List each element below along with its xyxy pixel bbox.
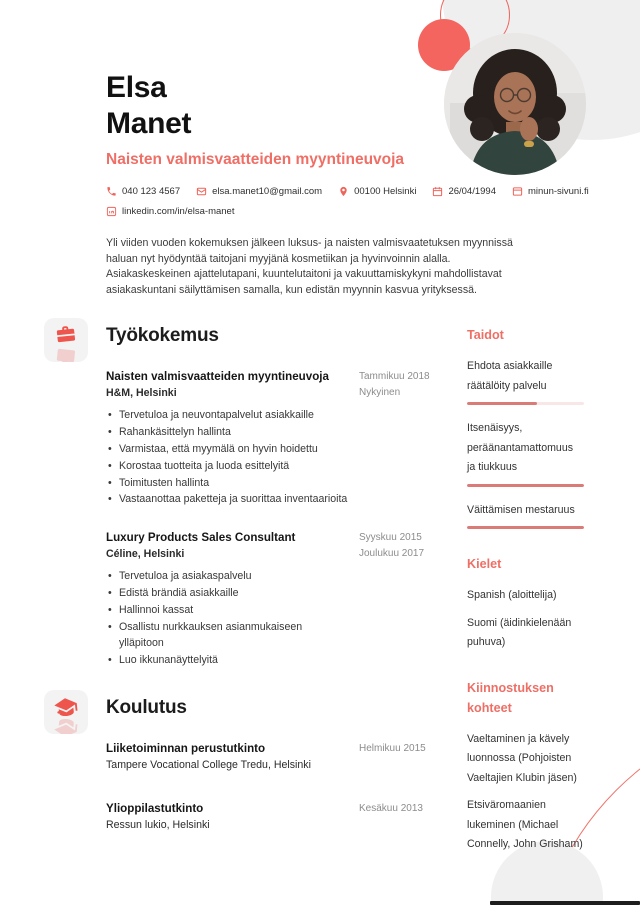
language-item: Suomi (äidinkielenään puhuva) bbox=[467, 616, 572, 649]
education-entry bbox=[106, 741, 431, 773]
skill-progress-fill bbox=[467, 484, 584, 487]
languages-heading: Kielet bbox=[467, 557, 502, 572]
date-start: Helmikuu 2015 bbox=[359, 742, 426, 754]
contact-website-text[interactable]: minun-sivuni.fi bbox=[527, 186, 589, 197]
entry-dates bbox=[359, 530, 431, 669]
bullet-item: • Edistä brändiä asiakkaille bbox=[106, 585, 349, 602]
skill-progress-bar bbox=[467, 526, 584, 529]
name-last: Manet bbox=[106, 107, 192, 140]
bullet-item: • Luo ikkunanäyttelyitä bbox=[106, 652, 349, 669]
skill-progress-bar bbox=[467, 484, 584, 487]
entry-org: Céline, Helsinki bbox=[106, 548, 185, 561]
education-entry bbox=[106, 801, 431, 833]
contact-website bbox=[512, 186, 589, 197]
main-column bbox=[106, 325, 431, 880]
interests-group bbox=[467, 678, 584, 855]
website-icon bbox=[512, 186, 523, 197]
contact-phone-text[interactable]: 040 123 4567 bbox=[122, 186, 181, 197]
sidebar bbox=[467, 325, 584, 880]
bullet-item: • Tervetuloa ja neuvontapalvelut asiakkaille bbox=[106, 407, 349, 424]
skill-progress-bar bbox=[467, 402, 584, 405]
contact-email bbox=[196, 186, 322, 197]
interest-item: Vaeltaminen ja kävely luonnossa (Pohjoisten Vaeltajien Klubin jäsen) bbox=[467, 732, 577, 784]
entry-org: Tampere Vocational College Tredu, Helsinki bbox=[106, 758, 311, 771]
bullet-item: • Varmistaa, että myymälä on hyvin hoidettu bbox=[106, 441, 349, 458]
bullet-item: • Osallistu nurkkauksen asianmukaiseen ylläpitoon bbox=[106, 619, 349, 653]
experience-badge bbox=[44, 318, 88, 362]
skill-item bbox=[467, 357, 584, 405]
contact-birthdate-text: 26/04/1994 bbox=[448, 186, 496, 197]
contact-location bbox=[338, 186, 416, 197]
body-columns bbox=[106, 325, 584, 880]
contact-row-1 bbox=[106, 186, 589, 197]
name-first: Elsa bbox=[106, 71, 167, 104]
location-icon bbox=[338, 186, 349, 197]
section-experience bbox=[106, 325, 431, 669]
languages-group bbox=[467, 554, 584, 653]
skills-group bbox=[467, 325, 584, 529]
date-end: Nykyinen bbox=[359, 387, 401, 399]
job-title: Naisten valmisvaatteiden myyntineuvoja bbox=[106, 151, 405, 168]
skill-label: Väittämisen mestaruus bbox=[467, 503, 575, 516]
entry-org: Ressun lukio, Helsinki bbox=[106, 818, 210, 831]
calendar-icon bbox=[432, 186, 443, 197]
phone-icon bbox=[106, 186, 117, 197]
contact-linkedin-text[interactable]: linkedin.com/in/elsa-manet bbox=[122, 206, 235, 217]
contact-row-2 bbox=[106, 206, 584, 217]
education-badge bbox=[44, 690, 88, 734]
experience-heading: Työkokemus bbox=[106, 325, 219, 347]
bullet-item: • Rahankäsittelyn hallinta bbox=[106, 424, 349, 441]
profile-photo-illustration bbox=[444, 33, 586, 175]
contact-linkedin bbox=[106, 206, 234, 217]
skill-item bbox=[467, 419, 584, 487]
contact-email-text[interactable]: elsa.manet10@gmail.com bbox=[212, 186, 323, 197]
education-heading: Koulutus bbox=[106, 696, 187, 718]
linkedin-icon bbox=[106, 206, 117, 217]
date-start: Kesäkuu 2013 bbox=[359, 802, 423, 814]
contact-phone bbox=[106, 186, 180, 197]
page-edge-artifact bbox=[490, 901, 640, 905]
contact-info bbox=[106, 186, 589, 217]
profile-photo bbox=[444, 33, 586, 175]
profile-summary: Yli viiden vuoden kokemuksen jälkeen luksus- ja naisten valmisvaatetuksen myynnissä haluan nyt hyödyntää taitojani myyjänä kosmetiikan ja hyvinvoinnin alalla. Asiakaskeskeinen ajattelutapani, kuuntelutaitoni ja vakuuttamiskykyni mahdollistavat asiakaskuntani säilyttämisen samalla, kun edistän myynnin kasvua yrityksessä. bbox=[106, 237, 513, 296]
entry-role: Liiketoiminnan perustutkinto bbox=[106, 741, 266, 755]
skill-item bbox=[467, 501, 584, 530]
entry-bullets bbox=[106, 407, 349, 508]
interest-item: Etsiväromaanien lukeminen (Michael Connelly, John Grisham) bbox=[467, 799, 583, 851]
date-start: Tammikuu 2018 bbox=[359, 371, 430, 383]
bullet-item: • Vastaanottaa paketteja ja suorittaa inventaarioita bbox=[106, 491, 349, 508]
bullet-item: • Korostaa tuotteita ja luoda esittelyitä bbox=[106, 458, 349, 475]
skills-heading: Taidot bbox=[467, 328, 504, 343]
bullet-item: • Toimitusten hallinta bbox=[106, 475, 349, 492]
bullet-item: • Tervetuloa ja asiakaspalvelu bbox=[106, 568, 349, 585]
date-start: Syyskuu 2015 bbox=[359, 532, 422, 544]
briefcase-icon-reflection bbox=[52, 341, 81, 362]
contact-location-text: 00100 Helsinki bbox=[354, 186, 417, 197]
entry-org: H&M, Helsinki bbox=[106, 387, 177, 400]
entry-role: Naisten valmisvaatteiden myyntineuvoja bbox=[106, 370, 329, 384]
interests-heading: Kiinnostuksen kohteet bbox=[467, 680, 554, 715]
entry-dates bbox=[359, 369, 431, 508]
bullet-item: • Hallinnoi kassat bbox=[106, 602, 349, 619]
language-item: Spanish (aloittelija) bbox=[467, 589, 557, 602]
entry-dates bbox=[359, 741, 431, 773]
entry-dates bbox=[359, 801, 431, 833]
entry-bullets bbox=[106, 568, 349, 669]
graduation-cap-icon-reflection bbox=[52, 713, 81, 734]
skill-progress-fill bbox=[467, 526, 584, 529]
section-education bbox=[106, 697, 431, 833]
entry-role: Luxury Products Sales Consultant bbox=[106, 531, 296, 545]
email-icon bbox=[196, 186, 207, 197]
experience-entry bbox=[106, 530, 431, 669]
entry-role: Ylioppilastutkinto bbox=[106, 801, 204, 815]
experience-entry bbox=[106, 369, 431, 508]
date-end: Joulukuu 2017 bbox=[359, 548, 425, 560]
skill-progress-fill bbox=[467, 402, 537, 405]
contact-birthdate bbox=[432, 186, 496, 197]
skill-label: Itsenäisyys, peräänantamattomuus ja tiukkuus bbox=[467, 422, 574, 474]
skill-label: Ehdota asiakkaille räätälöity palvelu bbox=[467, 360, 553, 392]
